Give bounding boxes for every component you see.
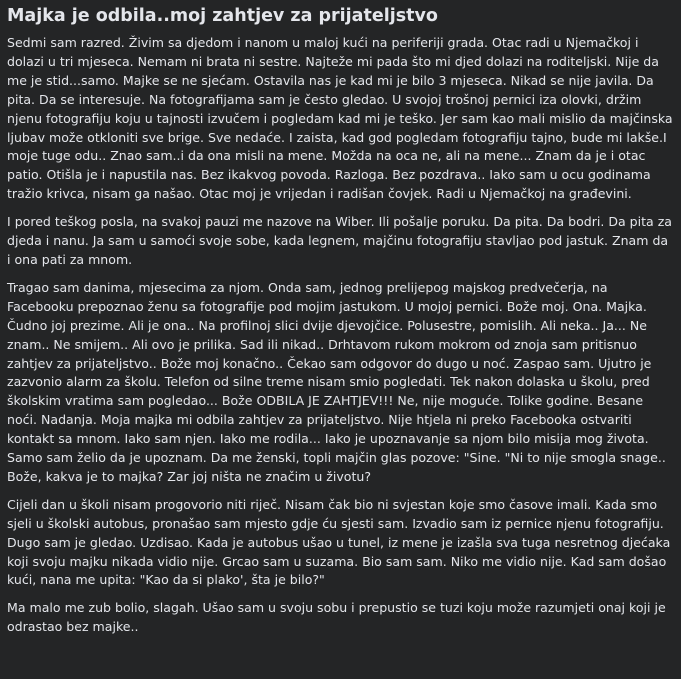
post-body [7,34,675,637]
post-paragraph-5: Ma malo me zub bolio, slagah. Ušao sam u svoju sobu i prepustio se tuzi koju može razumjeti onaj koji je odrastao bez majke.. [7,600,666,635]
post-title: Majka je odbila..moj zahtjev za prijateljstvo [7,6,438,26]
post-paragraph-1: Sedmi sam razred. Živim sa djedom i nanom u maloj kući na periferiji grada. Otac radi u Njemačkoj i dolazi u tri mjeseca. Nemam ni brata ni sestre. Najteže mi pada što mi djed dolazi na roditeljski. Nije da me je stid...samo. Majke se ne sjećam. Ostavila nas je kad mi je bilo 3 mjeseca. Nikad se nije javila. Da pita. Da se interesuje. Na fotografijama sam je često gledao. U svojoj trošnoj pernici iza olovki, držim njenu fotografiju koju u tajnosti izvučem i pogledam kad mi je teško. Jer sam kao mali mislio da majčinska ljubav može otkloniti sve brige. Sve nedaće. I zaista, kad god pogledam fotografiju tajno, bude mi lakše.I moje tuge odu.. Znao sam..i da ona misli na mene. Možda na oca ne, ali na mene... Znam da je i otac patio. Otišla je i napustila nas. Bez ikakvog povoda. Razloga. Bez pozdrava.. Iako sam u ocu godinama tražio krivca, nisam ga našao. Otac moj je vrijedan i radišan čovjek. Radi u Njemačkoj na građevini. [7,35,673,202]
post-paragraph-3: Tragao sam danima, mjesecima za njom. Onda sam, jednog prelijepog majskog predvečerja, na Facebooku prepoznao ženu sa fotografije pod mojim jastukom. U mojoj pernici. Bože moj. Ona. Majka. Čudno joj prezime. Ali je ona.. Na profilnoj slici dvije djevojčice. Polusestre, pomislih. Ali neka.. Ja... Ne znam.. Ne smijem.. Ali ovo je prilika. Sad ili nikad.. Drhtavom rukom mokrom od znoja sam pritisnuo zahtjev za prijateljstvo.. Bože moj konačno.. Čekao sam odgovor do dugo u noć. Zaspao sam. Ujutro je zazvonio alarm za školu. Telefon od silne treme nisam smio pogledati. Tek nakon dolaska u školu, pred školskim vratima sam pogledao... Bože ODBILA JE ZAHTJEV!!! Ne, nije moguće. Tolike godine. Besane noći. Nadanja. Moja majka mi odbila zahtjev za prijateljstvo. Nije htjela ni preko Facebooka ostvariti kontakt sa mnom. Iako sam njen. Iako me rodila... Iako je upoznavanje sa njom bilo misija mog života. Samo sam želio da je upoznam. Da me ženski, topli majčin glas pozove: "Sine. "Ni to nije smogla snage.. Bože, kakva je to majka? Zar joj ništa ne značim u životu? [7,279,666,484]
post-paragraph-4: Cijeli dan u školi nisam progovorio niti riječ. Nisam čak bio ni svjestan koje smo časove imali. Kada smo sjeli u školski autobus, pronašao sam mjesto gdje ću sjesti sam. Izvadio sam iz pernice njenu fotografiju. Dugo sam je gledao. Uzdisao. Kada je autobus ušao u tunel, iz mene je izašla sva tuga nesretnog djećaka koji svoju majku nikada vidio nije. Grcao sam u suzama. Bio sam sam. Niko me vidio nije. Kad sam došao kući, nana me upita: "Kao da si plako', šta je bilo?" [7,496,671,588]
post-paragraph-2: I pored teškog posla, na svakoj pauzi me nazove na Wiber. Ili pošalje poruku. Da pita. Da bodri. Da pita za djeda i nanu. Ja sam u samoći svoje sobe, kada legnem, majčinu fotografiju stavljao pod jastuk. Znam da i ona pati za mnom. [7,214,672,267]
